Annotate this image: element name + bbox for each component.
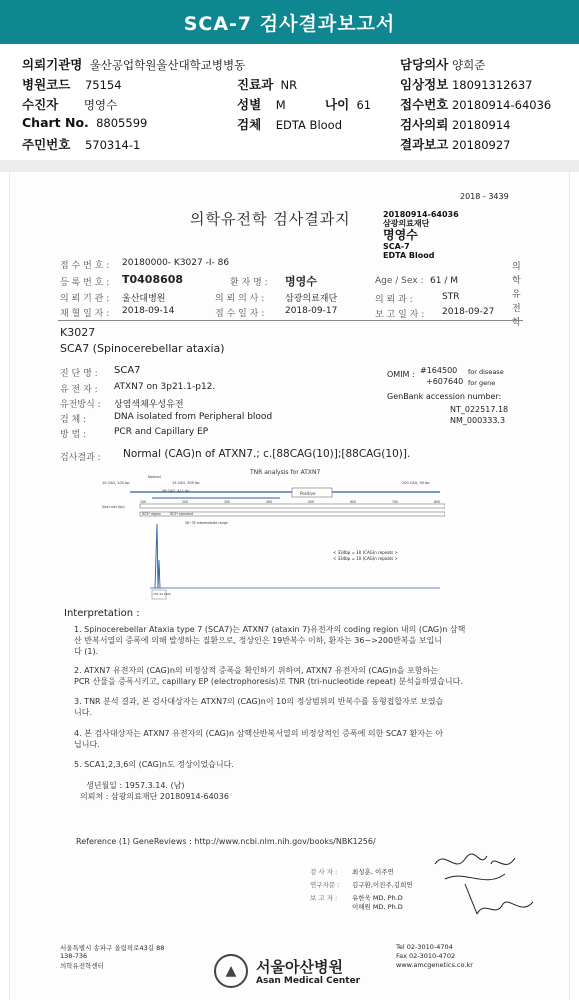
tnr-title: TNR analysis for ATXN7: [250, 469, 321, 476]
hosp-value: 울산대병원: [122, 294, 166, 304]
repeat-label: < 334bp = 10 (CAG)n repeats >: [333, 556, 398, 561]
recv-value: 2018-09-17: [285, 306, 338, 316]
genbank-label: GenBank accession number:: [387, 392, 502, 401]
separator: [0, 160, 579, 172]
interp-line: 1. Spinocerebellar Ataxia type 7 (SCA7)는 ATXN7 (ataxin 7)유전자의 coding region 내의 (CAG)n 삼핵: [74, 625, 466, 634]
genbank-1: NT_022517.18: [450, 405, 509, 414]
tick-label: 100: [140, 500, 147, 504]
interp-3: [74, 696, 443, 718]
inherit-label: 유전방식 :: [60, 400, 101, 410]
tnr-label-mid1: 15 CAG, 305 bp: [172, 481, 200, 485]
sign-value: 유한욱 MD, Ph.D: [352, 894, 403, 902]
ward-label: 의 뢰 과 :: [375, 295, 413, 305]
reqinst-label: 의 뢰 의 사 :: [215, 294, 265, 304]
reg-value: T0408608: [122, 273, 184, 286]
chart-number: Chart No. 8805599: [22, 115, 148, 130]
inherit-value: 상염색체우성유전: [114, 400, 184, 410]
patient: 수진자 명영수: [22, 97, 118, 112]
hospital-name-en: Asan Medical Center: [256, 976, 361, 986]
omim-1: #164500: [420, 366, 458, 375]
gene-label: 유 전 자 :: [60, 385, 98, 395]
dob: 생년월일 : 1957.3.14. (남): [86, 781, 185, 790]
interp-1: [74, 624, 465, 657]
address-2: 138-736: [60, 952, 88, 960]
tnr-label-positive: Positive: [300, 491, 316, 496]
method-label: 방 법 :: [60, 430, 87, 440]
signature-stroke: [435, 854, 533, 914]
repeat-label: < 334bp = 10 (CAG)n repeats >: [333, 550, 398, 555]
receipt-number: 접수번호 20180914-64036: [400, 97, 552, 112]
tel: Tel 02-3010-4704: [396, 943, 453, 951]
intermediate-label: 28~35 intermediate range: [185, 521, 228, 525]
gene-value: ATXN7 on 3p21.1-p12.: [114, 382, 216, 392]
page-number: 2018 - 3439: [460, 192, 509, 201]
referrer-id: 의뢰처 : 삼광의료재단 20180914-64036: [80, 792, 229, 801]
resident-number: 주민번호 570314-1: [22, 137, 141, 152]
interp-line: 니다.: [74, 708, 92, 717]
tick-labels: [140, 500, 440, 504]
reg-label: 등 록 번 호 :: [60, 278, 110, 288]
tick-label: 400: [266, 500, 273, 504]
doc-title: 의학유전학 검사결과지: [190, 210, 351, 228]
hospital-code: 병원코드 75154: [22, 77, 122, 92]
clinical-info: 임상정보 18091312637: [400, 77, 533, 92]
hospital-logo-icon: ▲: [214, 954, 248, 988]
sign-key: 보 고 자 :: [310, 894, 338, 902]
handwritten-signature: [425, 844, 555, 924]
tnr-label-right: 200 CAG, 90 bp: [402, 481, 430, 485]
scanned-report: [9, 172, 570, 1000]
rcs-label: RCS* region: [142, 512, 161, 516]
hospital-name: 서울아산병원: [256, 958, 343, 976]
patient-stamp: [383, 210, 483, 268]
stamp-line: SCA-7: [383, 242, 410, 251]
tick-label: 700: [392, 500, 399, 504]
ward-value: STR: [442, 292, 460, 302]
sign-key: 연구자문 :: [310, 881, 340, 889]
address-3: 의학유전학센터: [60, 962, 104, 970]
omim-2: +607640: [426, 377, 464, 386]
report-header-info: [0, 52, 579, 152]
interp-line: 닙니다.: [74, 740, 100, 749]
sex: 성별 M: [237, 97, 286, 112]
diag-value: SCA7: [114, 365, 141, 376]
interp-line: 5. SCA1,2,3,6의 (CAG)n도 정상이었습니다.: [74, 760, 234, 769]
specimen-value: DNA isolated from Peripheral blood: [114, 412, 273, 422]
interp-5: [74, 759, 234, 770]
hosp-label: 의 뢰 기 관 :: [60, 294, 110, 304]
divider: [58, 320, 523, 321]
rcs2-label: RCS* standard: [170, 512, 194, 516]
stamp-line: 명영수: [383, 228, 418, 242]
agesex-label: Age / Sex :: [375, 276, 424, 286]
request-date: 검사의뢰 20180914: [400, 117, 511, 132]
genbank-2: NM_000333.3: [450, 416, 506, 425]
patient-label: 환 자 명 :: [230, 278, 268, 288]
interp-2: [74, 665, 463, 687]
tick-label: 800: [434, 500, 441, 504]
agesex-value: 61 / M: [430, 276, 458, 286]
sign-value: 최성훈, 이주연: [352, 868, 394, 876]
omim-2-desc: for gene: [468, 379, 496, 387]
sign-key: 검 사 자 :: [310, 868, 338, 876]
result-value: Normal (CAG)n of ATXN7.; c.[88CAG(10)];[88CAG(10)].: [123, 448, 411, 460]
test-code: K3027: [60, 326, 96, 339]
interp-4: [74, 728, 443, 750]
interp-line: 2. ATXN7 유전자의 (CAG)n의 비정상적 증폭을 확인하기 위하여, ATXN7 유전자의 (CAG)n을 포함하는: [74, 666, 438, 675]
requesting-institution: 의뢰기관명 울산공업학원울산대학교병병동: [22, 57, 246, 72]
collect-label: 채 혈 일 자 :: [60, 309, 110, 319]
accession-label: 접 수 번 호 :: [60, 261, 110, 271]
collect-value: 2018-09-14: [122, 306, 175, 316]
stamp-line: 삼광의료재단: [383, 219, 430, 228]
tick-label: 300: [224, 500, 231, 504]
accession-value: 20180000- K3027 -I- 86: [122, 258, 230, 268]
interp-line: 4. 본 검사대상자는 ATXN7 유전자의 (CAG)n 삼핵산반복서열의 비정상적인 증폭에 의한 SCA7 환자는 아: [74, 729, 444, 738]
interp-line: PCR 산물을 증폭시키고, capillary EP (electrophoresis)로 TNR (tri-nucleotide repeat) 분석을하였습니다.: [74, 677, 463, 686]
size-ruler: [140, 504, 445, 508]
interp-line: 3. TNR 분석 결과, 본 검사대상자는 ATXN7의 (CAG)n이 10의 정상범위의 반복수를 동형접합자로 보였습: [74, 697, 444, 706]
peak-label: 334.40 3404: [153, 592, 171, 596]
specimen: 검체 EDTA Blood: [237, 117, 343, 132]
address-1: 서울특별시 송파구 올림픽로43길 88: [60, 944, 165, 952]
omim-label: OMIM :: [387, 370, 415, 379]
interp-title: Interpretation :: [64, 608, 140, 619]
report-value: 2018-09-27: [442, 307, 495, 317]
result-label: 검사결과 :: [60, 453, 101, 463]
tnr-label-normal: Normal: [148, 475, 161, 479]
test-name: SCA7 (Spinocerebellar ataxia): [60, 342, 225, 355]
age: 나이 61: [325, 97, 372, 112]
sign-value: 김구환,이진주,김희연: [352, 881, 413, 889]
report-label: 보 고 일 자 :: [375, 310, 425, 320]
stamp-line: EDTA Blood: [383, 251, 435, 260]
tick-label: 200: [182, 500, 189, 504]
tnr-label-left: 10 CAG, 100 bp: [102, 481, 130, 485]
omim-1-desc: for disease: [468, 368, 504, 376]
side-label: 의학유전학: [512, 262, 521, 328]
sign-value: 이해원 MD, Ph.D: [352, 903, 403, 911]
reference: Reference (1) GeneReviews : http://www.ncbi.nlm.nih.gov/books/NBK1256/: [76, 837, 376, 846]
fax: Fax 02-3010-4702: [396, 952, 456, 960]
tnr-label-mid2: 36 CAG, 411 bp: [162, 489, 190, 493]
patient-value: 명영수: [285, 275, 317, 288]
physician: 담당의사 양희준: [400, 57, 486, 72]
report-title-bar: [0, 0, 579, 44]
reqinst-value: 삼광의료재단: [285, 294, 338, 304]
report-title: SCA-7 검사결과보고서: [183, 12, 396, 35]
size-ruler-label: Size ruler (bp): [102, 505, 125, 509]
interp-line: 다 (1).: [74, 647, 99, 656]
stamp-line: 20180914-64036: [383, 210, 459, 219]
tick-label: 500: [308, 500, 315, 504]
interp-line: 산 반복서열의 증폭에 의해 발생하는 질환으로, 정상인은 19반복수 이하, 환자는 36~>200반복을 보입니: [74, 636, 443, 645]
electropherogram-peak: [155, 524, 160, 588]
diag-label: 진 단 명 :: [60, 369, 98, 379]
method-value: PCR and Capillary EP: [114, 427, 209, 437]
website: www.amcgenetics.co.kr: [396, 961, 473, 969]
report-date: 결과보고 20180927: [400, 137, 511, 152]
tnr-figure: [100, 464, 445, 604]
recv-label: 접 수 일 자 :: [215, 309, 265, 319]
specimen-label: 검 체 :: [60, 415, 87, 425]
department: 진료과 NR: [237, 77, 298, 92]
tick-label: 600: [350, 500, 357, 504]
